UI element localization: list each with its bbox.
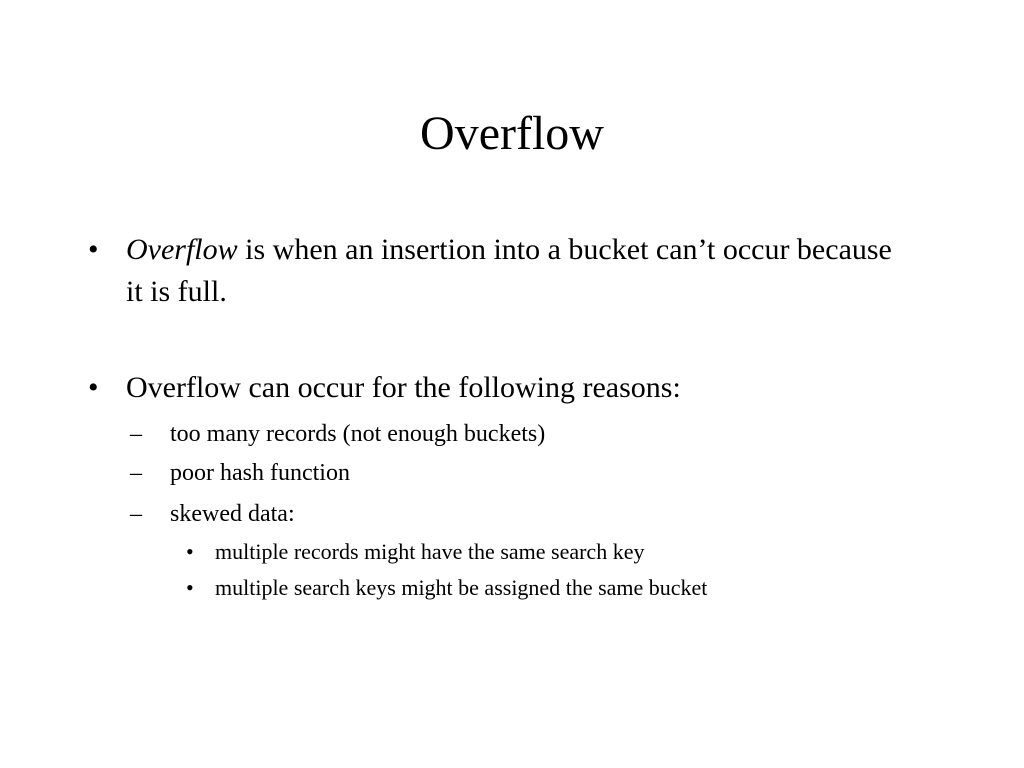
dash-marker: – (130, 421, 142, 447)
sub-bullet-item (130, 457, 890, 489)
bullet-text (126, 229, 908, 313)
sub-sub-bullet-text: multiple search keys might be assigned the same bucket (215, 575, 708, 600)
bullet-marker: • (186, 575, 194, 600)
bullet-marker: • (88, 371, 99, 404)
sub-bullet-text: skewed data: (170, 501, 295, 527)
dash-marker: – (130, 501, 142, 527)
bullet-marker: • (88, 233, 99, 266)
sub-bullet-text: too many records (not enough buckets) (170, 421, 546, 447)
bullet-text: Overflow can occur for the following reasons: (126, 371, 681, 404)
slide-title: Overflow (420, 107, 604, 160)
sub-bullet-item (130, 498, 890, 530)
sub-sub-bullet-item (186, 537, 906, 567)
dash-marker: – (130, 460, 142, 486)
bullet-body: is when an insertion into a bucket can’t occur because it is full. (126, 233, 892, 308)
sub-bullet-text: poor hash function (170, 460, 350, 486)
sub-sub-bullet-text: multiple records might have the same search key (215, 539, 645, 564)
bullet-item (88, 367, 908, 409)
bullet-emphasis: Overflow (126, 233, 238, 266)
bullet-item (88, 229, 908, 313)
sub-bullet-item (130, 418, 890, 450)
sub-sub-bullet-item (186, 573, 906, 603)
bullet-marker: • (186, 539, 194, 564)
